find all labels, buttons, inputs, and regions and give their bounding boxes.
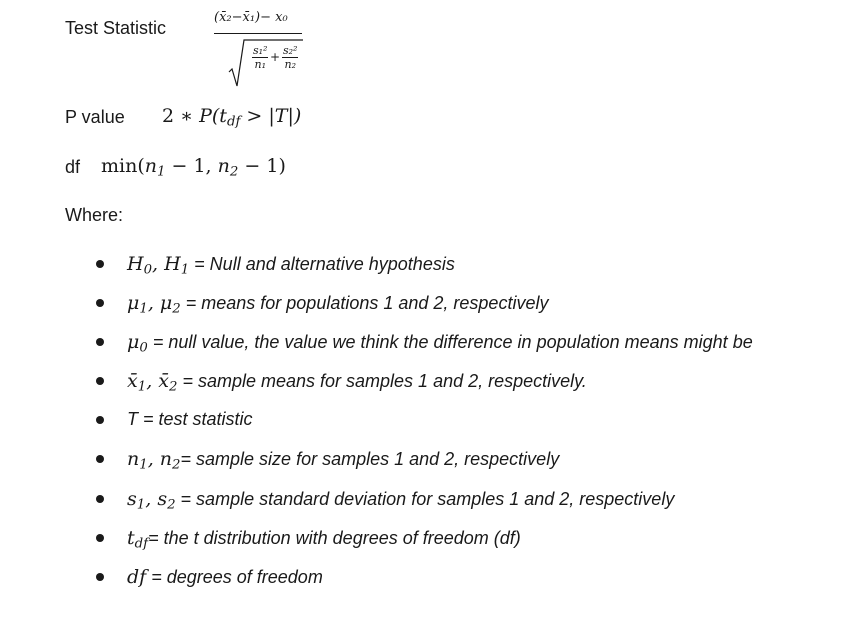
definition-text: = sample standard deviation for samples 1 and 2, respectively — [175, 488, 675, 509]
definition-text: = means for populations 1 and 2, respectively — [180, 293, 549, 314]
definition-symbol: $\mu_0$ — [127, 331, 148, 356]
denominator-term-2: $\frac{\text{s₂²}}{\text{n₂}}$ — [283, 44, 298, 71]
test-statistic-label: Test Statistic — [65, 18, 167, 38]
formula-numerator: (x̄₂−x̄₁)− x₀ — [214, 10, 288, 25]
definition-symbol: $s_1$, $s_2$ — [127, 487, 176, 513]
definition-symbol: df — [127, 565, 147, 588]
p-value-label: P value — [65, 107, 125, 127]
bullet-icon — [96, 495, 104, 503]
definition-text: = null value, the value we think the difference in population means might be — [147, 332, 753, 353]
bullet-icon — [96, 299, 104, 307]
definition-text: = Null and alternative hypothesis — [189, 254, 455, 274]
test-statistic-formula — [212, 8, 312, 88]
definition-text: = sample means for samples 1 and 2, respectively. — [177, 371, 587, 392]
definition-text: = sample size for samples 1 and 2, respectively — [180, 449, 560, 470]
bullet-icon — [96, 534, 104, 542]
definition-text: = the t distribution with degrees of freedom (df) — [148, 527, 521, 548]
definition-symbol: $\mu_1$, $\mu_2$ — [127, 292, 181, 317]
df-formula: $\min(n_1 - 1$, $n_2 - 1$) — [101, 155, 286, 180]
definition-symbol: $n_1$, $n_2$ — [127, 448, 181, 474]
bullet-icon — [96, 573, 104, 581]
df-label: df — [65, 157, 81, 177]
p-value-formula: 2 ∗ $P(t_{df} > |T|)$ — [162, 105, 302, 130]
bullet-icon — [96, 338, 104, 346]
definition-text: T = test statistic — [127, 409, 253, 430]
definition-text: = degrees of freedom — [146, 566, 323, 587]
bullet-icon — [96, 260, 104, 268]
definition-symbol: $t_{df}$ — [127, 526, 149, 552]
definition-symbol: $x̄_1$, $x̄_2$ — [127, 370, 178, 395]
where-label: Where: — [65, 205, 124, 225]
bullet-icon — [96, 377, 104, 385]
denominator-plus: + — [270, 50, 281, 64]
bullet-icon — [96, 416, 104, 424]
bullet-icon — [96, 455, 104, 463]
denominator-term-1: $\frac{\text{s₁²}}{\text{n₁}}$ — [253, 44, 268, 71]
definition-symbol: $H_0$, $H_1$ — [127, 253, 190, 278]
fraction-bar — [214, 33, 302, 34]
